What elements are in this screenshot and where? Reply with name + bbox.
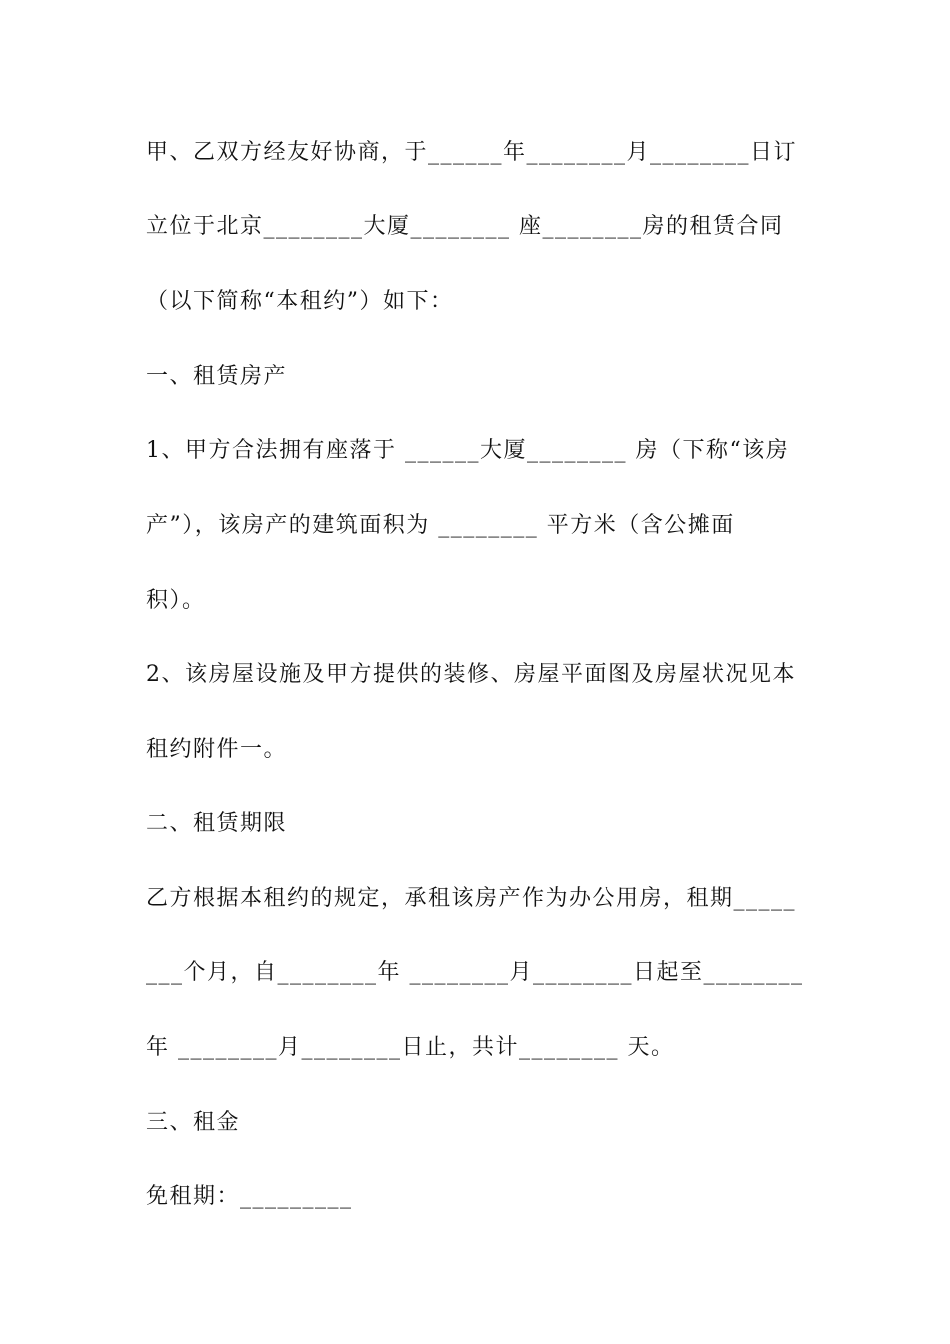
paragraph-line: 年 ________月________日止，共计________ 天。 bbox=[146, 1035, 675, 1060]
paragraph-line: （以下简称“本租约”）如下： bbox=[146, 289, 454, 314]
paragraph-line: 积）。 bbox=[146, 588, 206, 613]
section-heading: 二、租赁期限 bbox=[146, 811, 288, 836]
paragraph-line: 产”），该房产的建筑面积为 ________ 平方米（含公摊面 bbox=[146, 513, 735, 538]
section-heading: 三、租金 bbox=[146, 1110, 241, 1135]
paragraph-line: 乙方根据本租约的规定，承租该房产作为办公用房，租期_____ bbox=[146, 886, 797, 911]
paragraph-line: 免租期：_________ bbox=[146, 1184, 353, 1209]
paragraph-line: 立位于北京________大厦________ 座________房的租赁合同 bbox=[146, 214, 784, 239]
paragraph-line: ___个月，自________年 ________月________日起至________ bbox=[146, 960, 804, 985]
section-heading: 一、租赁房产 bbox=[146, 364, 288, 389]
paragraph-line: 甲、乙双方经友好协商，于______年________月________日订 bbox=[146, 140, 798, 165]
paragraph-line: 2、该房屋设施及甲方提供的装修、房屋平面图及房屋状况见本 bbox=[146, 662, 796, 687]
paragraph-line: 1、甲方合法拥有座落于 ______大厦________ 房（下称“该房 bbox=[146, 438, 790, 463]
paragraph-line: 租约附件一。 bbox=[146, 737, 288, 762]
